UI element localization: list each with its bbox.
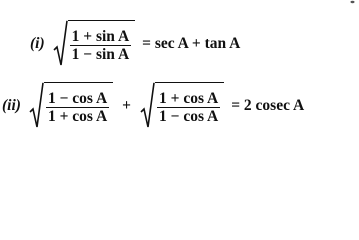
equation-2-fraction-1: [46, 90, 109, 125]
equation-1-radicand: [68, 20, 136, 68]
equation-1-fraction: [70, 28, 132, 63]
equation-2: [2, 82, 304, 130]
radical-sign-icon: [140, 82, 155, 130]
radical-sign-icon: [53, 20, 68, 68]
equation-1-right-hand-side: = sec A + tan A: [142, 35, 241, 52]
equation-2-denominator-2: 1 − cos A: [159, 107, 219, 125]
equation-2-square-root-2: [140, 82, 224, 130]
equation-2-radicand-2: [155, 82, 224, 130]
equation-2-right-hand-side: = 2 cosec A: [231, 97, 305, 114]
equation-2-numerator-2: 1 + cos A: [159, 89, 219, 107]
scan-speck-icon: [350, 0, 355, 4]
equation-2-numerator-1: 1 − cos A: [47, 89, 108, 107]
equation-2-fraction-2: [157, 90, 220, 125]
equation-1-denominator: 1 − sin A: [71, 45, 130, 63]
equation-1-numerator: 1 + sin A: [71, 27, 130, 45]
equation-1: [30, 20, 240, 68]
equation-2-radicand-1: [44, 82, 113, 130]
equation-2-square-root-1: [29, 82, 113, 130]
equation-1-label: (i): [30, 35, 45, 52]
equation-2-label: (ii): [2, 97, 21, 114]
equation-2-denominator-1: 1 + cos A: [47, 107, 108, 125]
plus-operator: +: [122, 97, 131, 114]
radical-sign-icon: [29, 82, 44, 130]
equation-1-square-root: [53, 20, 136, 68]
